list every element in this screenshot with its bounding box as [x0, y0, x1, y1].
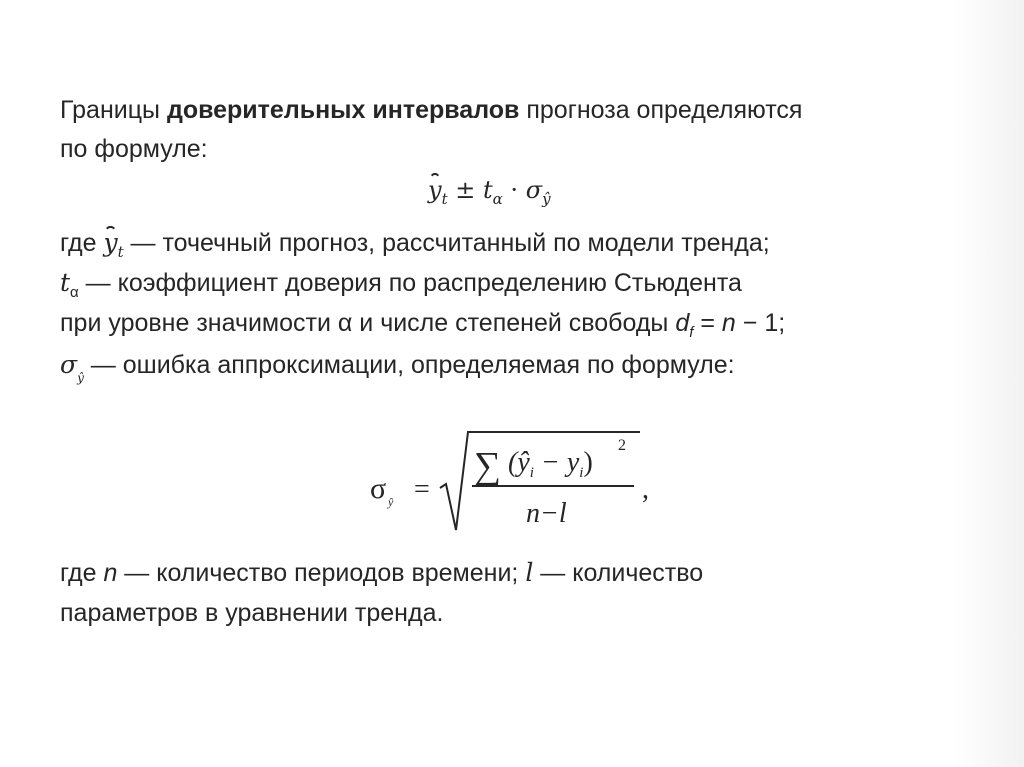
def2-t: t — [60, 268, 71, 297]
equals-sign: = — [414, 474, 430, 505]
def1-y-hat: y — [103, 228, 118, 257]
intro-text-post: прогноза определяются — [519, 96, 803, 124]
main-formula — [428, 175, 551, 214]
def3-text: при уровне значимости α и числе степеней свободы — [60, 309, 676, 337]
def4-sigma-sub: ŷ — [77, 371, 84, 385]
footer-n: n — [103, 559, 118, 587]
footer-pre: где — [60, 559, 104, 587]
sigma-subscript: ŷ — [542, 190, 551, 208]
intro-line-2: по формуле: — [60, 135, 208, 163]
def1-pre: где — [60, 229, 104, 257]
plus-minus: ± — [455, 176, 476, 204]
definition-line-2 — [60, 268, 742, 308]
definition-line-3 — [60, 308, 785, 348]
lhs-sigma: σ — [370, 472, 387, 505]
intro-line-1 — [60, 95, 802, 125]
power: 2 — [618, 437, 626, 454]
footer-post: — количество — [533, 559, 704, 587]
dot-operator: · — [510, 176, 519, 204]
def3-tail: − 1; — [735, 309, 786, 337]
intro-text-pre: Границы — [60, 96, 167, 124]
denominator: n−l — [526, 498, 567, 529]
formula-comma: , — [642, 474, 649, 505]
page-edge-shadow — [954, 0, 1024, 767]
footer-l: l — [525, 558, 534, 587]
def3-df-sub: f — [689, 324, 694, 341]
lhs-subscript: ŷ — [388, 495, 394, 509]
def2-text: — коэффициент доверия по распределению Стьюдента — [78, 269, 742, 297]
sum-sign: ∑ — [474, 445, 502, 487]
intro-bold-term: доверительных интервалов — [166, 96, 520, 124]
def1-text: — точечный прогноз, рассчитанный по модели тренда; — [123, 229, 770, 257]
definition-line-1 — [60, 228, 770, 267]
def3-df: d — [675, 309, 690, 337]
footer-mid: — количество периодов времени; — [117, 559, 526, 587]
def3-n: n — [721, 309, 736, 337]
def2-t-sub: α — [70, 284, 79, 301]
t-symbol: t — [482, 176, 493, 204]
error-formula — [368, 426, 658, 536]
t-subscript: α — [492, 190, 503, 208]
def4-sigma: σ — [60, 350, 78, 379]
y-hat: y — [428, 176, 442, 204]
def1-y-sub: t — [117, 243, 124, 261]
def4-text: — ошибка аппроксимации, определяемая по формуле: — [83, 351, 735, 379]
definition-line-4 — [60, 350, 735, 393]
sigma-symbol: σ — [525, 176, 543, 204]
y-subscript: t — [441, 190, 448, 208]
footer-line-2: параметров в уравнении тренда. — [60, 599, 444, 627]
def3-eq: = — [693, 309, 722, 337]
numerator: $(ŷ_i - y_i)$ — [508, 447, 593, 481]
footer-line-1 — [60, 558, 703, 588]
